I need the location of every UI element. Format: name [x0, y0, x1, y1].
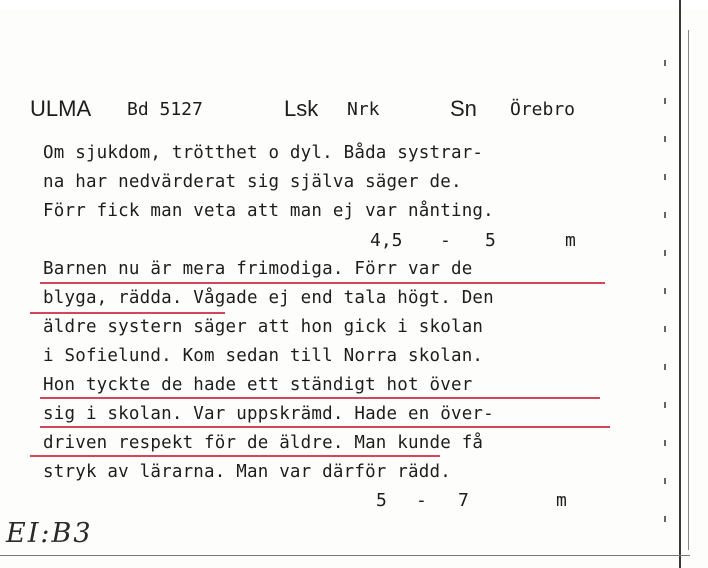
county-label: Lsk	[284, 96, 319, 121]
card-bottom-border	[0, 555, 690, 556]
text-line-5: blyga, rädda. Vågade ej end tala högt. Den	[43, 288, 494, 308]
measure-from: 4,5	[370, 230, 403, 251]
text-line-8: Hon tyckte de hade ett ständigt hot över	[43, 375, 473, 395]
text-line-9: sig i skolan. Var uppskrämd. Hade en över-	[43, 404, 494, 424]
measure-to: 5	[485, 230, 496, 251]
card-edge-marks	[664, 60, 666, 540]
county-value: Nrk	[347, 99, 380, 120]
measure-dash: -	[416, 490, 427, 511]
archive-signum: EI:B3	[6, 518, 93, 549]
underline-mark	[40, 282, 605, 284]
measure-unit: m	[556, 490, 567, 511]
volume-number: Bd 5127	[127, 99, 203, 120]
measure-from: 5	[376, 490, 387, 511]
underline-mark	[40, 397, 600, 399]
text-line-7: i Sofielund. Kom sedan till Norra skolan.	[43, 346, 484, 366]
measure-dash: -	[440, 230, 451, 251]
text-line-1: Om sjukdom, trötthet o dyl. Båda systrar-	[43, 143, 484, 163]
parish-value: Örebro	[510, 99, 576, 120]
underline-mark	[30, 455, 440, 457]
text-line-11: stryk av lärarna. Man var därför rädd.	[43, 462, 451, 482]
measure-unit: m	[565, 230, 576, 251]
text-line-3: Förr fick man veta att man ej var nånting.	[43, 201, 494, 221]
measure-to: 7	[458, 490, 469, 511]
underline-mark	[30, 312, 225, 314]
archive-label: ULMA	[30, 96, 92, 121]
card-right-border-inner	[688, 30, 689, 550]
underline-mark	[40, 426, 610, 428]
card-right-border	[679, 0, 681, 568]
text-line-10: driven respekt för de äldre. Man kunde få	[43, 433, 484, 453]
text-line-6: äldre systern säger att hon gick i skolan	[43, 317, 484, 337]
card-top-edge	[0, 0, 708, 10]
text-line-2: na har nedvärderat sig själva säger de.	[43, 172, 462, 192]
parish-label: Sn	[450, 96, 477, 121]
text-line-4: Barnen nu är mera frimodiga. Förr var de	[43, 259, 473, 279]
